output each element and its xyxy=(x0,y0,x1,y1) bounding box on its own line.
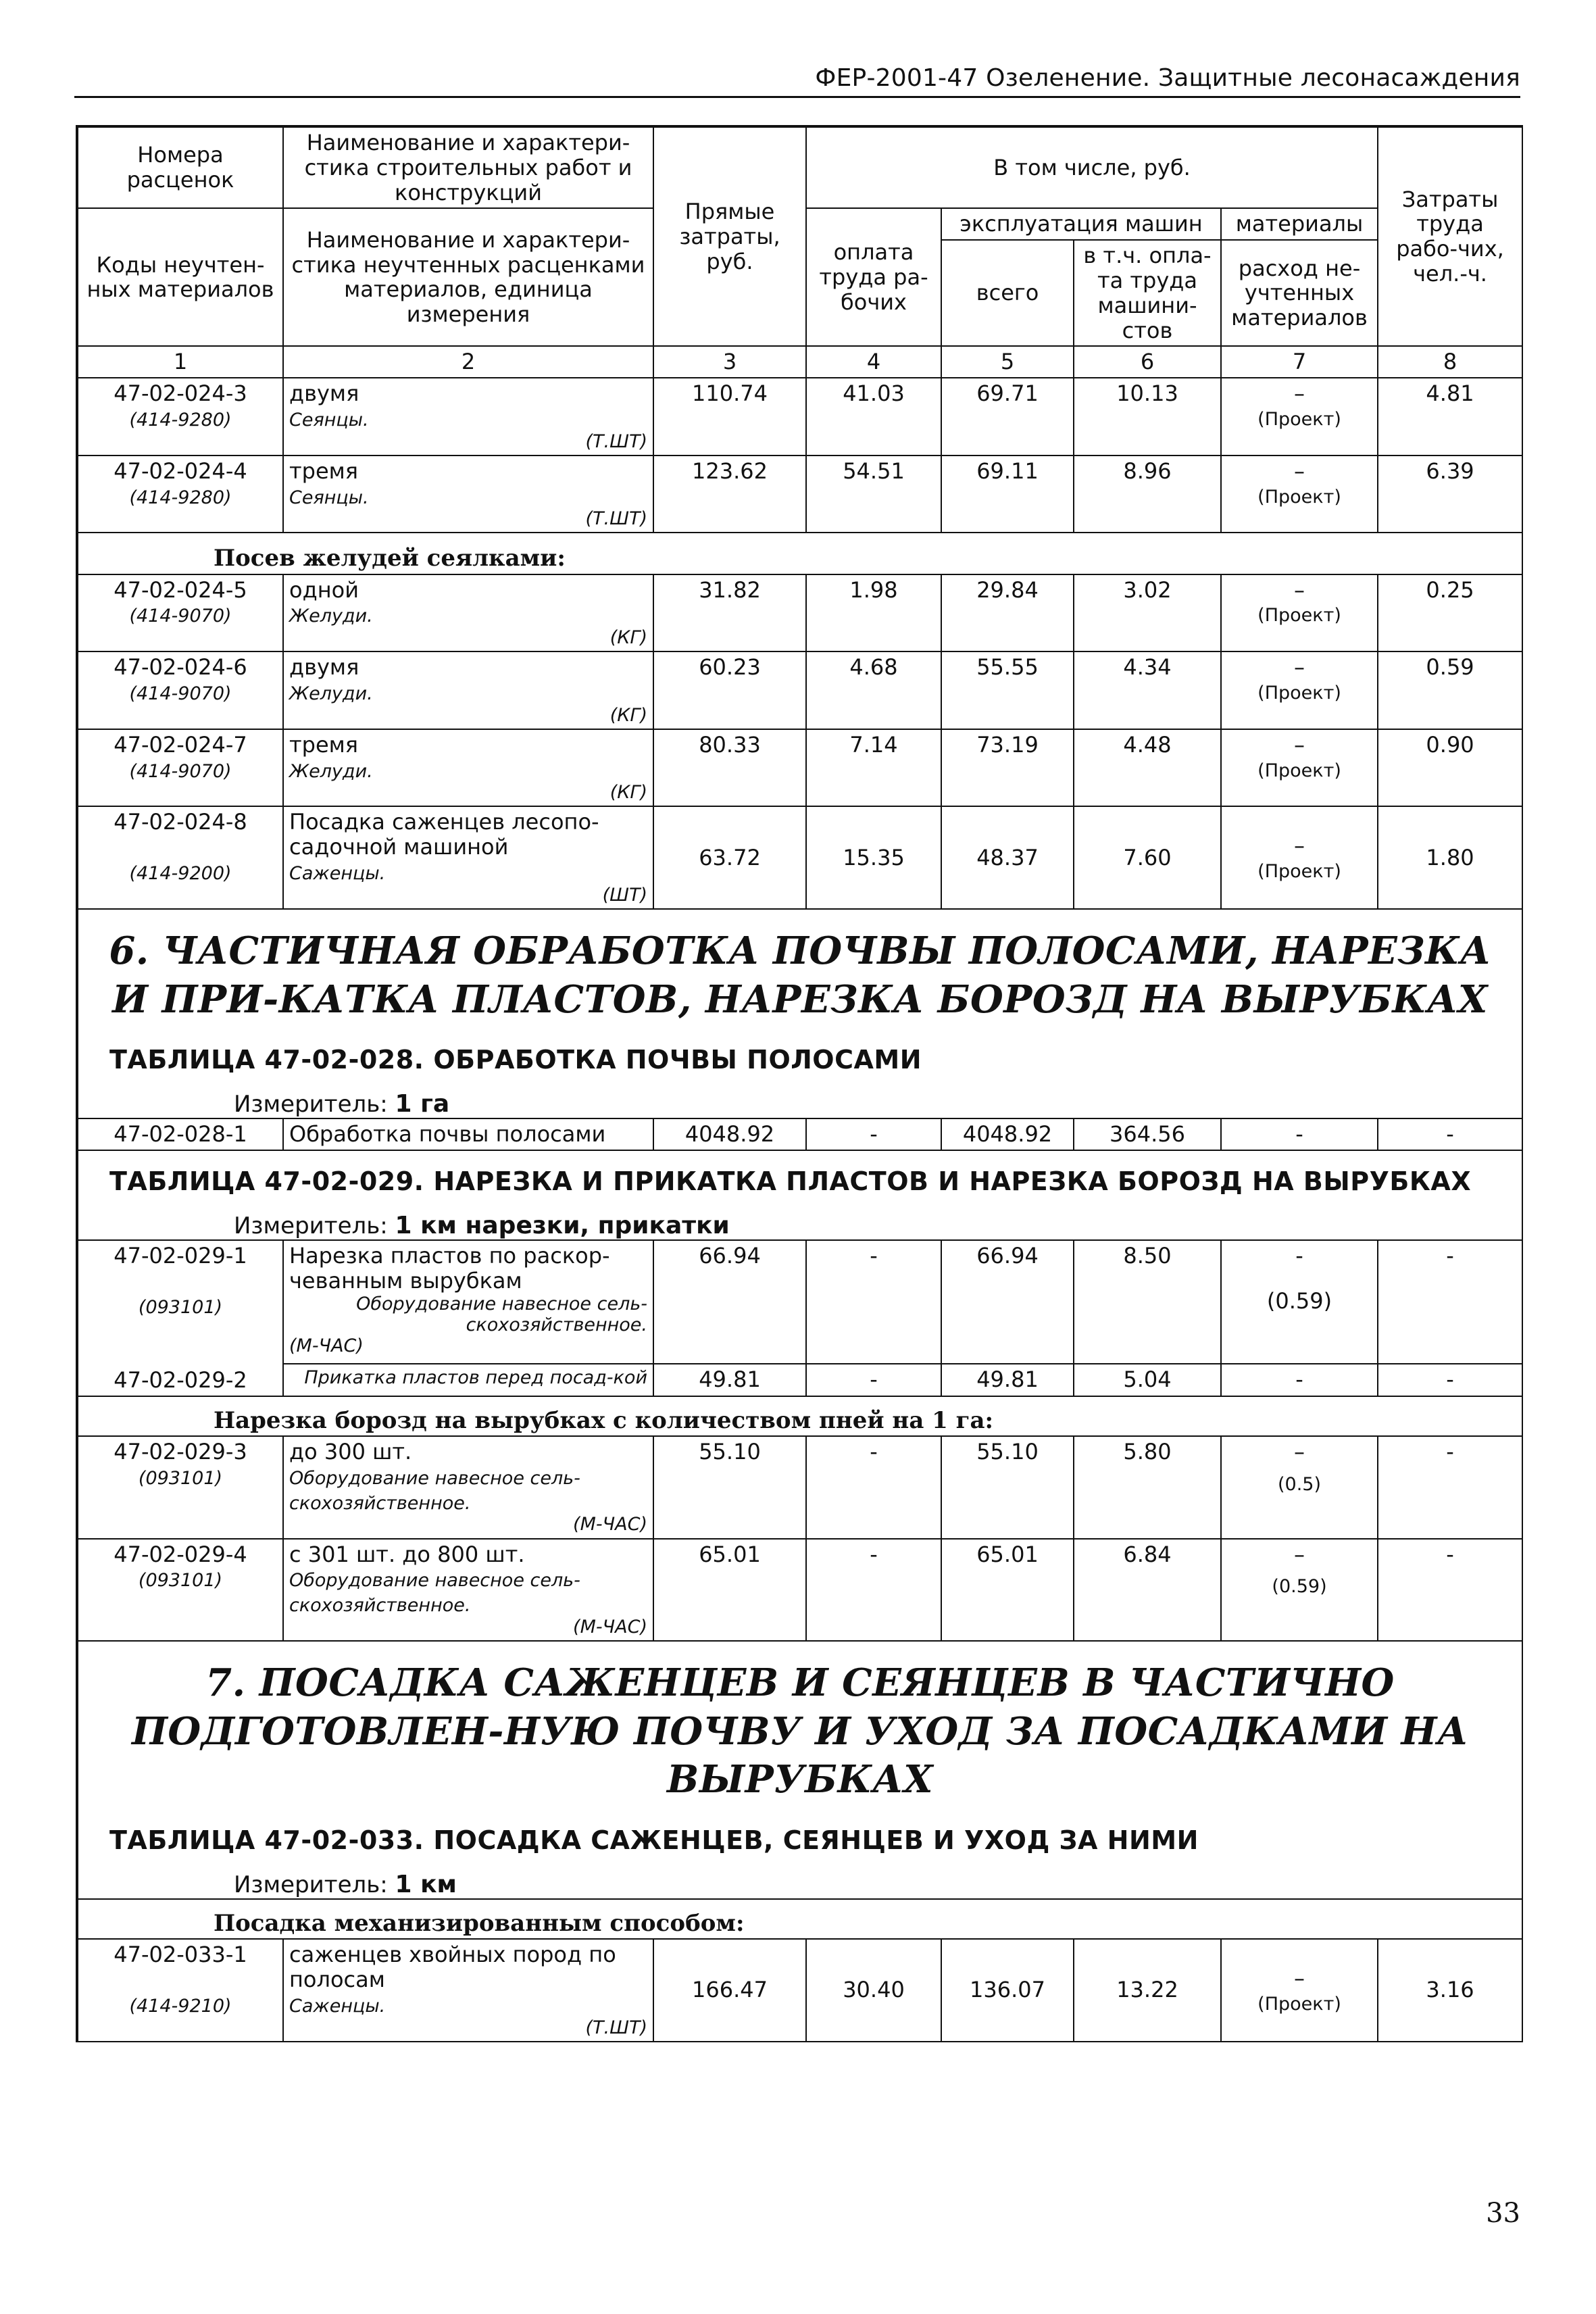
work-name: одной xyxy=(289,576,359,603)
labor-hours: 4.81 xyxy=(1378,378,1522,456)
group-heading: Посев желудей сеялками: xyxy=(78,533,1522,574)
machine-labor-cost: 4.48 xyxy=(1074,729,1221,807)
header-materials: материалы xyxy=(1221,208,1378,240)
table-029-heading-row xyxy=(78,1150,1522,1240)
labor-hours: 6.39 xyxy=(1378,456,1522,533)
material-name: Сеянцы. xyxy=(289,409,369,430)
labor-hours: 0.25 xyxy=(1378,574,1522,652)
rate-code: 47-02-024-8 xyxy=(114,809,247,835)
measure-value: 1 км xyxy=(395,1870,457,1898)
unit: (КГ) xyxy=(609,627,647,649)
rates-frame xyxy=(76,125,1523,2042)
table-row xyxy=(78,378,1522,456)
direct-cost: 110.74 xyxy=(653,378,806,456)
materials-qty: (Проект) xyxy=(1257,682,1341,704)
table-row xyxy=(78,1240,1522,1363)
unit: (М-ЧАС) xyxy=(289,1335,364,1356)
machine-cost: 49.81 xyxy=(941,1364,1074,1396)
machine-cost: 69.11 xyxy=(941,456,1074,533)
col-num: 3 xyxy=(653,346,806,378)
material-code: (414-9280) xyxy=(129,487,232,508)
table-029-measure xyxy=(78,1200,1522,1239)
rate-code: 47-02-024-3 xyxy=(114,380,247,407)
col-num: 5 xyxy=(941,346,1074,378)
materials-cost: – xyxy=(1294,1541,1305,1567)
materials-cost: - xyxy=(1221,1118,1378,1150)
machine-cost: 66.94 xyxy=(941,1240,1074,1363)
materials-qty: (0.5) xyxy=(1278,1473,1322,1495)
labor-cost: - xyxy=(806,1118,941,1150)
labor-cost: - xyxy=(806,1539,941,1641)
machine-labor-cost: 8.96 xyxy=(1074,456,1221,533)
measure-label: Измеритель: xyxy=(234,1212,388,1239)
labor-cost: 7.14 xyxy=(806,729,941,807)
labor-hours: 3.16 xyxy=(1378,1939,1522,2041)
table-row xyxy=(78,1436,1522,1538)
table-028-title: ТАБЛИЦА 47-02-028. ОБРАБОТКА ПОЧВЫ ПОЛОСАМИ xyxy=(109,1045,922,1075)
work-name: до 300 шт. xyxy=(289,1439,412,1465)
labor-cost: - xyxy=(806,1436,941,1538)
direct-cost: 166.47 xyxy=(653,1939,806,2041)
work-name: Нарезка пластов по раскор-чеванным вырубкам xyxy=(289,1243,610,1294)
machine-labor-cost: 6.84 xyxy=(1074,1539,1221,1641)
work-name: двумя xyxy=(289,654,359,681)
labor-cost: 54.51 xyxy=(806,456,941,533)
col-num: 6 xyxy=(1074,346,1221,378)
rate-code: 47-02-029-2 xyxy=(114,1367,247,1394)
machine-cost: 4048.92 xyxy=(941,1118,1074,1150)
machine-labor-cost: 364.56 xyxy=(1074,1118,1221,1150)
col-num: 2 xyxy=(283,346,653,378)
materials-qty: (Проект) xyxy=(1257,408,1341,430)
machine-cost: 65.01 xyxy=(941,1539,1074,1641)
machine-cost: 73.19 xyxy=(941,729,1074,807)
header-group: В том числе, руб. xyxy=(806,127,1378,208)
table-row xyxy=(78,1364,1522,1396)
materials-cost: - xyxy=(1221,1364,1378,1396)
rate-code: 47-02-029-3 xyxy=(114,1439,247,1465)
header-machines: эксплуатация машин xyxy=(941,208,1221,240)
header-hours: Затраты труда рабо-чих, чел.-ч. xyxy=(1378,127,1522,346)
header-mach-total: всего xyxy=(941,240,1074,346)
section-7-title: 7. ПОСАДКА САЖЕНЦЕВ И СЕЯНЦЕВ В ЧАСТИЧНО ПОДГОТОВЛЕН-НУЮ ПОЧВУ И УХОД ЗА ПОСАДКАМИ НА ВЫРУБКАХ xyxy=(131,1660,1469,1802)
unit: (М-ЧАС) xyxy=(573,1514,647,1535)
direct-cost: 31.82 xyxy=(653,574,806,652)
materials-cost: – xyxy=(1294,380,1305,407)
measure-value: 1 га xyxy=(395,1089,450,1118)
direct-cost: 66.94 xyxy=(653,1240,806,1363)
machine-cost: 136.07 xyxy=(941,1939,1074,2041)
rate-code: 47-02-029-4 xyxy=(114,1541,247,1567)
rate-code: 47-02-024-4 xyxy=(114,458,247,484)
materials-cost: – xyxy=(1294,833,1305,859)
direct-cost: 63.72 xyxy=(653,806,806,908)
materials-cost: – xyxy=(1294,576,1305,603)
work-name: Обработка почвы полосами xyxy=(283,1118,653,1150)
material-name: Желуди. xyxy=(289,760,373,782)
material-name: Желуди. xyxy=(289,683,373,704)
col-num: 7 xyxy=(1221,346,1378,378)
table-row xyxy=(78,1939,1522,2041)
machine-labor-cost: 8.50 xyxy=(1074,1240,1221,1363)
rate-code: 47-02-033-1 xyxy=(114,1942,247,1968)
machine-labor-cost: 5.04 xyxy=(1074,1364,1221,1396)
material-code: (093101) xyxy=(138,1570,223,1592)
materials-cost: – xyxy=(1294,731,1305,758)
unit: (Т.ШТ) xyxy=(585,508,647,530)
group-heading-row xyxy=(78,1396,1522,1436)
group-heading-row xyxy=(78,533,1522,574)
material-name: Оборудование навесное сель-скохозяйственное. xyxy=(289,1467,580,1514)
labor-hours: 0.90 xyxy=(1378,729,1522,807)
direct-cost: 49.81 xyxy=(653,1364,806,1396)
machine-cost: 69.71 xyxy=(941,378,1074,456)
table-row xyxy=(78,651,1522,729)
labor-hours: 1.80 xyxy=(1378,806,1522,908)
unit: (Т.ШТ) xyxy=(585,430,647,452)
materials-cost: – xyxy=(1294,654,1305,681)
machine-cost: 48.37 xyxy=(941,806,1074,908)
material-name: Оборудование навесное сель-скохозяйственное. xyxy=(356,1293,647,1335)
materials-qty: (Проект) xyxy=(1257,861,1341,883)
material-code: (093101) xyxy=(138,1296,223,1318)
direct-cost: 4048.92 xyxy=(653,1118,806,1150)
rates-table xyxy=(77,126,1523,2042)
header-direct: Прямые затраты, руб. xyxy=(653,127,806,346)
header-mach-labor: в т.ч. опла-та труда машини-стов xyxy=(1074,240,1221,346)
material-name: Саженцы. xyxy=(289,863,386,885)
machine-cost: 29.84 xyxy=(941,574,1074,652)
labor-cost: - xyxy=(806,1240,941,1363)
table-029-title: ТАБЛИЦА 47-02-029. НАРЕЗКА И ПРИКАТКА ПЛАСТОВ И НАРЕЗКА БОРОЗД НА ВЫРУБКАХ xyxy=(109,1166,1472,1197)
direct-cost: 123.62 xyxy=(653,456,806,533)
work-name: Прикатка пластов перед посад-кой xyxy=(304,1367,647,1388)
work-name: тремя xyxy=(289,731,359,758)
table-row xyxy=(78,806,1522,908)
machine-labor-cost: 13.22 xyxy=(1074,1939,1221,2041)
table-row xyxy=(78,729,1522,807)
measure-label: Измеритель: xyxy=(234,1090,388,1118)
unit: (КГ) xyxy=(609,704,647,726)
labor-hours: 0.59 xyxy=(1378,651,1522,729)
materials-qty: (Проект) xyxy=(1257,760,1341,781)
col-num: 1 xyxy=(78,346,283,378)
running-header: ФЕР-2001-47 Озеленение. Защитные лесонасаждения xyxy=(74,64,1520,98)
table-row xyxy=(78,1118,1522,1150)
materials-qty: (Проект) xyxy=(1257,486,1341,508)
direct-cost: 55.10 xyxy=(653,1436,806,1538)
material-code: (414-9210) xyxy=(129,1995,232,2017)
section-6-title: 6. ЧАСТИЧНАЯ ОБРАБОТКА ПОЧВЫ ПОЛОСАМИ, НАРЕЗКА И ПРИ-КАТКА ПЛАСТОВ, НАРЕЗКА БОРОЗД НА ВЫРУБКАХ xyxy=(109,928,1491,1022)
direct-cost: 60.23 xyxy=(653,651,806,729)
header-row-1 xyxy=(78,127,1522,208)
labor-cost: 30.40 xyxy=(806,1939,941,2041)
materials-qty: (Проект) xyxy=(1257,1993,1341,2015)
rate-code: 47-02-024-6 xyxy=(114,654,247,681)
table-033-title: ТАБЛИЦА 47-02-033. ПОСАДКА САЖЕНЦЕВ, СЕЯНЦЕВ И УХОД ЗА НИМИ xyxy=(109,1825,1199,1855)
machine-cost: 55.55 xyxy=(941,651,1074,729)
work-name: с 301 шт. до 800 шт. xyxy=(289,1541,525,1567)
material-code: (414-9200) xyxy=(129,863,232,885)
table-row xyxy=(78,574,1522,652)
work-name: тремя xyxy=(289,458,359,484)
header-labor: оплата труда ра-бочих xyxy=(806,208,941,346)
table-row xyxy=(78,456,1522,533)
header-codes-bottom: Коды неучтен-ных материалов xyxy=(78,208,283,346)
direct-cost: 80.33 xyxy=(653,729,806,807)
table-033-measure xyxy=(78,1858,1522,1898)
materials-cost: – xyxy=(1294,1439,1305,1465)
table-row xyxy=(78,1539,1522,1641)
materials-qty: (0.59) xyxy=(1272,1576,1327,1598)
col-num: 8 xyxy=(1378,346,1522,378)
measure-label: Измеритель: xyxy=(234,1871,388,1898)
material-code: (093101) xyxy=(138,1467,223,1489)
machine-cost: 55.10 xyxy=(941,1436,1074,1538)
material-code: (414-9280) xyxy=(129,409,232,430)
labor-hours: - xyxy=(1378,1436,1522,1538)
materials-qty: (0.59) xyxy=(1266,1288,1332,1314)
material-code: (414-9070) xyxy=(129,606,232,627)
header-numbers-row xyxy=(78,346,1522,378)
unit: (Т.ШТ) xyxy=(585,2017,647,2038)
work-name: Посадка саженцев лесопо-садочной машиной xyxy=(289,809,599,860)
labor-cost: 41.03 xyxy=(806,378,941,456)
header-name-bottom: Наименование и характери-стика неучтенных расценками материалов, единица измерения xyxy=(283,208,653,346)
material-code: (414-9070) xyxy=(129,683,232,704)
unit: (ШТ) xyxy=(602,884,647,906)
group-heading: Посадка механизированным способом: xyxy=(78,1899,1522,1939)
header-codes-top: Номера расценок xyxy=(78,127,283,208)
material-name: Желуди. xyxy=(289,606,373,627)
material-code: (414-9070) xyxy=(129,760,232,782)
machine-labor-cost: 5.80 xyxy=(1074,1436,1221,1538)
header-name-top: Наименование и характери-стика строительных работ и конструкций xyxy=(283,127,653,208)
labor-cost: 15.35 xyxy=(806,806,941,908)
section-7-row xyxy=(78,1641,1522,1899)
header-mat-use: расход не-учтенных материалов xyxy=(1221,240,1378,346)
labor-cost: 4.68 xyxy=(806,651,941,729)
rate-code: 47-02-029-1 xyxy=(114,1243,247,1269)
page-number: 33 xyxy=(1486,2198,1520,2229)
table-028-measure xyxy=(78,1078,1522,1118)
labor-hours: - xyxy=(1378,1364,1522,1396)
rate-code: 47-02-024-5 xyxy=(114,576,247,603)
materials-cost: – xyxy=(1294,458,1305,484)
materials-cost: - xyxy=(1295,1243,1303,1269)
machine-labor-cost: 4.34 xyxy=(1074,651,1221,729)
group-heading-row xyxy=(78,1899,1522,1939)
labor-hours: - xyxy=(1378,1118,1522,1150)
machine-labor-cost: 3.02 xyxy=(1074,574,1221,652)
work-name: двумя xyxy=(289,380,359,407)
section-6-row xyxy=(78,909,1522,1118)
materials-cost: – xyxy=(1294,1965,1305,1991)
rate-code: 47-02-028-1 xyxy=(78,1118,283,1150)
labor-cost: 1.98 xyxy=(806,574,941,652)
labor-hours: - xyxy=(1378,1539,1522,1641)
material-name: Саженцы. xyxy=(289,1995,386,2017)
rate-code: 47-02-024-7 xyxy=(114,731,247,758)
work-name: саженцев хвойных пород по полосам xyxy=(289,1942,616,1992)
labor-hours: - xyxy=(1378,1240,1522,1363)
group-heading: Нарезка борозд на вырубках с количеством пней на 1 га: xyxy=(78,1396,1522,1436)
measure-value: 1 км нарезки, прикатки xyxy=(395,1211,730,1239)
direct-cost: 65.01 xyxy=(653,1539,806,1641)
labor-cost: - xyxy=(806,1364,941,1396)
machine-labor-cost: 7.60 xyxy=(1074,806,1221,908)
materials-qty: (Проект) xyxy=(1257,605,1341,626)
unit: (М-ЧАС) xyxy=(573,1616,647,1638)
col-num: 4 xyxy=(806,346,941,378)
material-name: Сеянцы. xyxy=(289,487,369,508)
machine-labor-cost: 10.13 xyxy=(1074,378,1221,456)
material-name: Оборудование навесное сель-скохозяйственное. xyxy=(289,1570,580,1617)
unit: (КГ) xyxy=(609,782,647,804)
